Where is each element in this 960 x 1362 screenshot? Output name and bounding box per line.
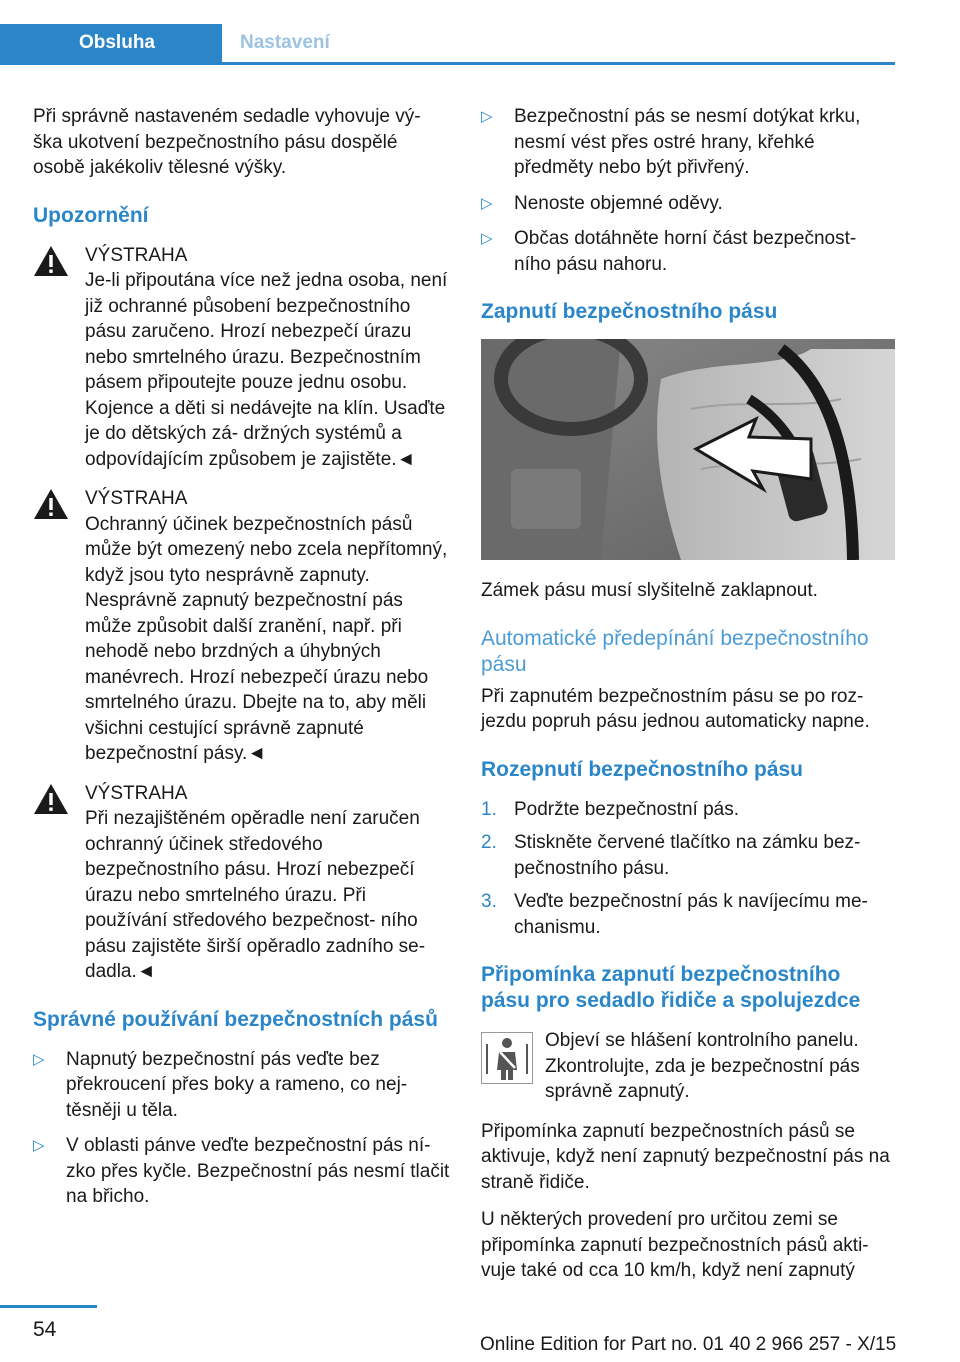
list-item: ▷ Nenoste objemné oděvy.: [481, 191, 895, 217]
triangle-bullet-icon: ▷: [481, 194, 493, 212]
heading-pripominka: Připomínka zapnutí bezpečnostního pásu pro sedadlo řidiče a spolujezdce: [481, 963, 861, 1012]
list-item: 2. Stiskněte červené tlačítko na zámku bez- pečnostního pásu.: [481, 832, 861, 879]
seatbelt-photo: [481, 339, 895, 560]
fasten-text: Zámek pásu musí slyšitelně zaklapnout.: [481, 580, 818, 601]
warning-block-1: [33, 243, 453, 473]
heading-predepinani: Automatické předepínání bezpečnostního pásu: [481, 626, 869, 676]
list-item: 1. Podržte bezpečnostní pás.: [481, 798, 739, 820]
warning-triangle-icon: [33, 488, 69, 520]
belt-reminder-note: [481, 1028, 895, 1105]
right-column: [481, 104, 895, 1296]
reminder-paragraph-2: U některých provedení pro určitou zemi se připomínka zapnutí bezpečnostních pásů akti- vuje také od cca 10 km/h, když není zapnutý: [481, 1209, 869, 1281]
left-column: [33, 104, 453, 1220]
warning-triangle-icon: [33, 245, 69, 277]
list-item: 3. Veďte bezpečnostní pás k navíjecímu me- chanismu.: [481, 891, 868, 938]
warning-text: Je-li připoutána více než jedna osoba, není již ochranné působení bezpečnostního pásu zaručeno. Hrozí nebezpečí úrazu nebo smrtelného úrazu. Bezpečnostním pásem připoutejte pouze jednu osobu. Kojence a děti si nedávejte na klín. Usaďte je do dětských zá- držných systémů a odpovídajícím způsobem je zajistěte.◄: [85, 270, 448, 470]
heading-upozorneni: Upozornění: [33, 203, 149, 227]
warning-text: Ochranný účinek bezpečnostních pásů může být omezený nebo zcela nepřítomný, když jsou tyto nesprávně zapnuty. Nesprávně zapnutý bezpečnostní pás může způsobit další zranění, např. při nehodě nebo brzdných a úhybných manévrech. Hrozí nebezpečí úrazu nebo smrtelného úrazu. Dbejte na to, aby měli všichni cestující správně zapnuté bezpečnostní pásy.◄: [85, 513, 448, 764]
heading-spravne-pouzivani: Správné používání bezpečnostních pásů: [33, 1007, 438, 1031]
usage-list: [33, 1047, 453, 1210]
list-item: ▷ Napnutý bezpečnostní pás veďte bez překroucení přes boky a rameno, co nej- těsněji u těla.: [33, 1048, 408, 1121]
usage-list-continued: [481, 104, 895, 277]
triangle-bullet-icon: ▷: [33, 1050, 45, 1068]
header-tabbar: [0, 24, 895, 65]
edition-text: Online Edition for Part no. 01 40 2 966 257 - X/15: [480, 1334, 897, 1355]
warning-triangle-icon: [33, 783, 69, 815]
intro-paragraph: Při správně nastaveném sedadle vyhovuje vý- ška ukotvení bezpečnostního pásu dospělé osobě jakékoliv tělesné výšky.: [33, 106, 421, 178]
warning-text: Při nezajištěném opěradle není zaručen ochranný účinek středového bezpečnostního pásu. Hrozí nebezpečí úrazu nebo smrtelného úrazu. Při používání středového bezpečnost- ního pásu zajistěte širší opěradlo zadního se- dadla.◄: [85, 808, 426, 982]
page-number: 54: [33, 1318, 57, 1341]
tension-text: Při zapnutém bezpečnostním pásu se po roz- jezdu popruh pásu jednou automaticky napne.: [481, 685, 870, 732]
heading-zapnuti: Zapnutí bezpečnostního pásu: [481, 300, 778, 323]
list-item: ▷ Občas dotáhněte horní část bezpečnost- ního pásu nahoru.: [481, 228, 857, 275]
triangle-bullet-icon: ▷: [481, 230, 493, 247]
heading-rozepnuti: Rozepnutí bezpečnostního pásu: [481, 757, 804, 781]
triangle-bullet-icon: ▷: [33, 1137, 45, 1154]
seatbelt-warning-icon: [481, 1032, 533, 1084]
tab-obsluha[interactable]: Obsluha: [0, 24, 222, 62]
warning-title: VÝSTRAHA: [85, 488, 188, 509]
reminder-paragraph-1: Připomínka zapnutí bezpečnostních pásů se aktivuje, když není zapnutý bezpečnostní pás na straně řidiče.: [481, 1120, 890, 1193]
footer-rule: [0, 1305, 97, 1308]
reminder-icon-text: Objeví se hlášení kontrolního panelu. Zkontrolujte, zda je bezpečnostní pás správně zapnutý.: [545, 1030, 860, 1102]
triangle-bullet-icon: ▷: [481, 108, 493, 125]
list-item: ▷ V oblasti pánve veďte bezpečnostní pás ní- zko přes kyčle. Bezpečnostní pás nesmí tlačit na břicho.: [33, 1135, 450, 1207]
warning-block-2: [33, 486, 453, 767]
warning-block-3: [33, 781, 453, 985]
warning-title: VÝSTRAHA: [85, 244, 188, 266]
release-steps: [481, 797, 895, 941]
warning-title: VÝSTRAHA: [85, 782, 188, 804]
list-item: ▷ Bezpečnostní pás se nesmí dotýkat krku, nesmí vést přes ostré hrany, křehké předměty nebo být přivřený.: [481, 106, 861, 178]
tab-nastaveni[interactable]: Nastavení: [240, 32, 330, 53]
